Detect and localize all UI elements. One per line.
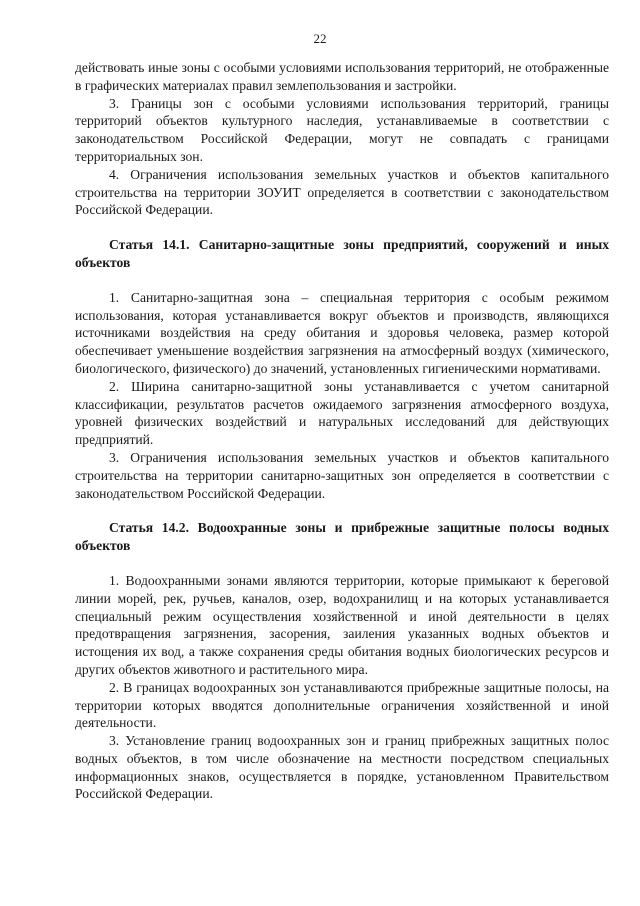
article-14-1-paragraph-1: 1. Санитарно-защитная зона – специальная территория с особым режимом использования, которая устанавливается вокруг объектов и производств, являющихся источниками воздействия на среду обитания и здоровья человека, размер которой обеспечивает уменьшение воздействия загрязнения на атмосферный воздух (химического, биологического, физического) до значений, установленных гигиеническими нормативами. (75, 289, 609, 376)
article-14-2-paragraph-1: 1. Водоохранными зонами являются территории, которые примыкают к береговой линии морей, рек, ручьев, каналов, озер, водохранилищ и на которых устанавливается специальный режим осуществления хозяйственной и иной деятельности в целях предотвращения загрязнения, засорения, заиления указанных водных объектов и истощения их вод, а также сохранения среды обитания водных биологических ресурсов и других объектов животного и растительного мира. (75, 572, 609, 677)
page-number: 22 (313, 31, 327, 46)
article-14-2-paragraph-2: 2. В границах водоохранных зон устанавливаются прибрежные защитные полосы, на территории которых вводятся дополнительные ограничения хозяйственной и иной деятельности. (75, 679, 609, 731)
spacer (75, 219, 609, 236)
article-14-1-heading: Статья 14.1. Санитарно-защитные зоны предприятий, сооружений и иных объектов (75, 237, 609, 270)
paragraph-continued: действовать иные зоны с особыми условиями использования территорий, не отображенные в графических материалах правил землепользования и застройки. (75, 60, 609, 93)
paragraph-item-4: 4. Ограничения использования земельных участков и объектов капитального строительства на территории ЗОУИТ определяется в соответствии с законодательством Российской Федерации. (75, 166, 609, 218)
article-14-1-paragraph-3: 3. Ограничения использования земельных участков и объектов капитального строительства на территории санитарно-защитных зон определяется в соответствии с законодательством Российской Федерации. (75, 449, 609, 501)
spacer (75, 502, 609, 519)
document-body (75, 59, 609, 803)
spacer (75, 272, 609, 289)
article-14-1-paragraph-2: 2. Ширина санитарно-защитной зоны устанавливается с учетом санитарной классификации, результатов расчетов ожидаемого загрязнения атмосферного воздуха, уровней физических воздействий и натуральных исследований для действующих предприятий. (75, 378, 609, 448)
article-14-2-heading: Статья 14.2. Водоохранные зоны и прибрежные защитные полосы водных объектов (75, 520, 609, 554)
article-14-2-paragraph-3: 3. Установление границ водоохранных зон и границ прибрежных защитных полос водных объектов, в том числе обозначение на местности посредством специальных информационных знаков, осуществляется в порядке, установленном Правительством Российской Федерации. (75, 733, 609, 802)
paragraph-item-3: 3. Границы зон с особыми условиями использования территорий, границы территорий объектов культурного наследия, устанавливаемые в соответствии с законодательством Российской Федерации, могут не совпадать с границами территориальных зон. (75, 95, 609, 164)
spacer (75, 555, 609, 572)
